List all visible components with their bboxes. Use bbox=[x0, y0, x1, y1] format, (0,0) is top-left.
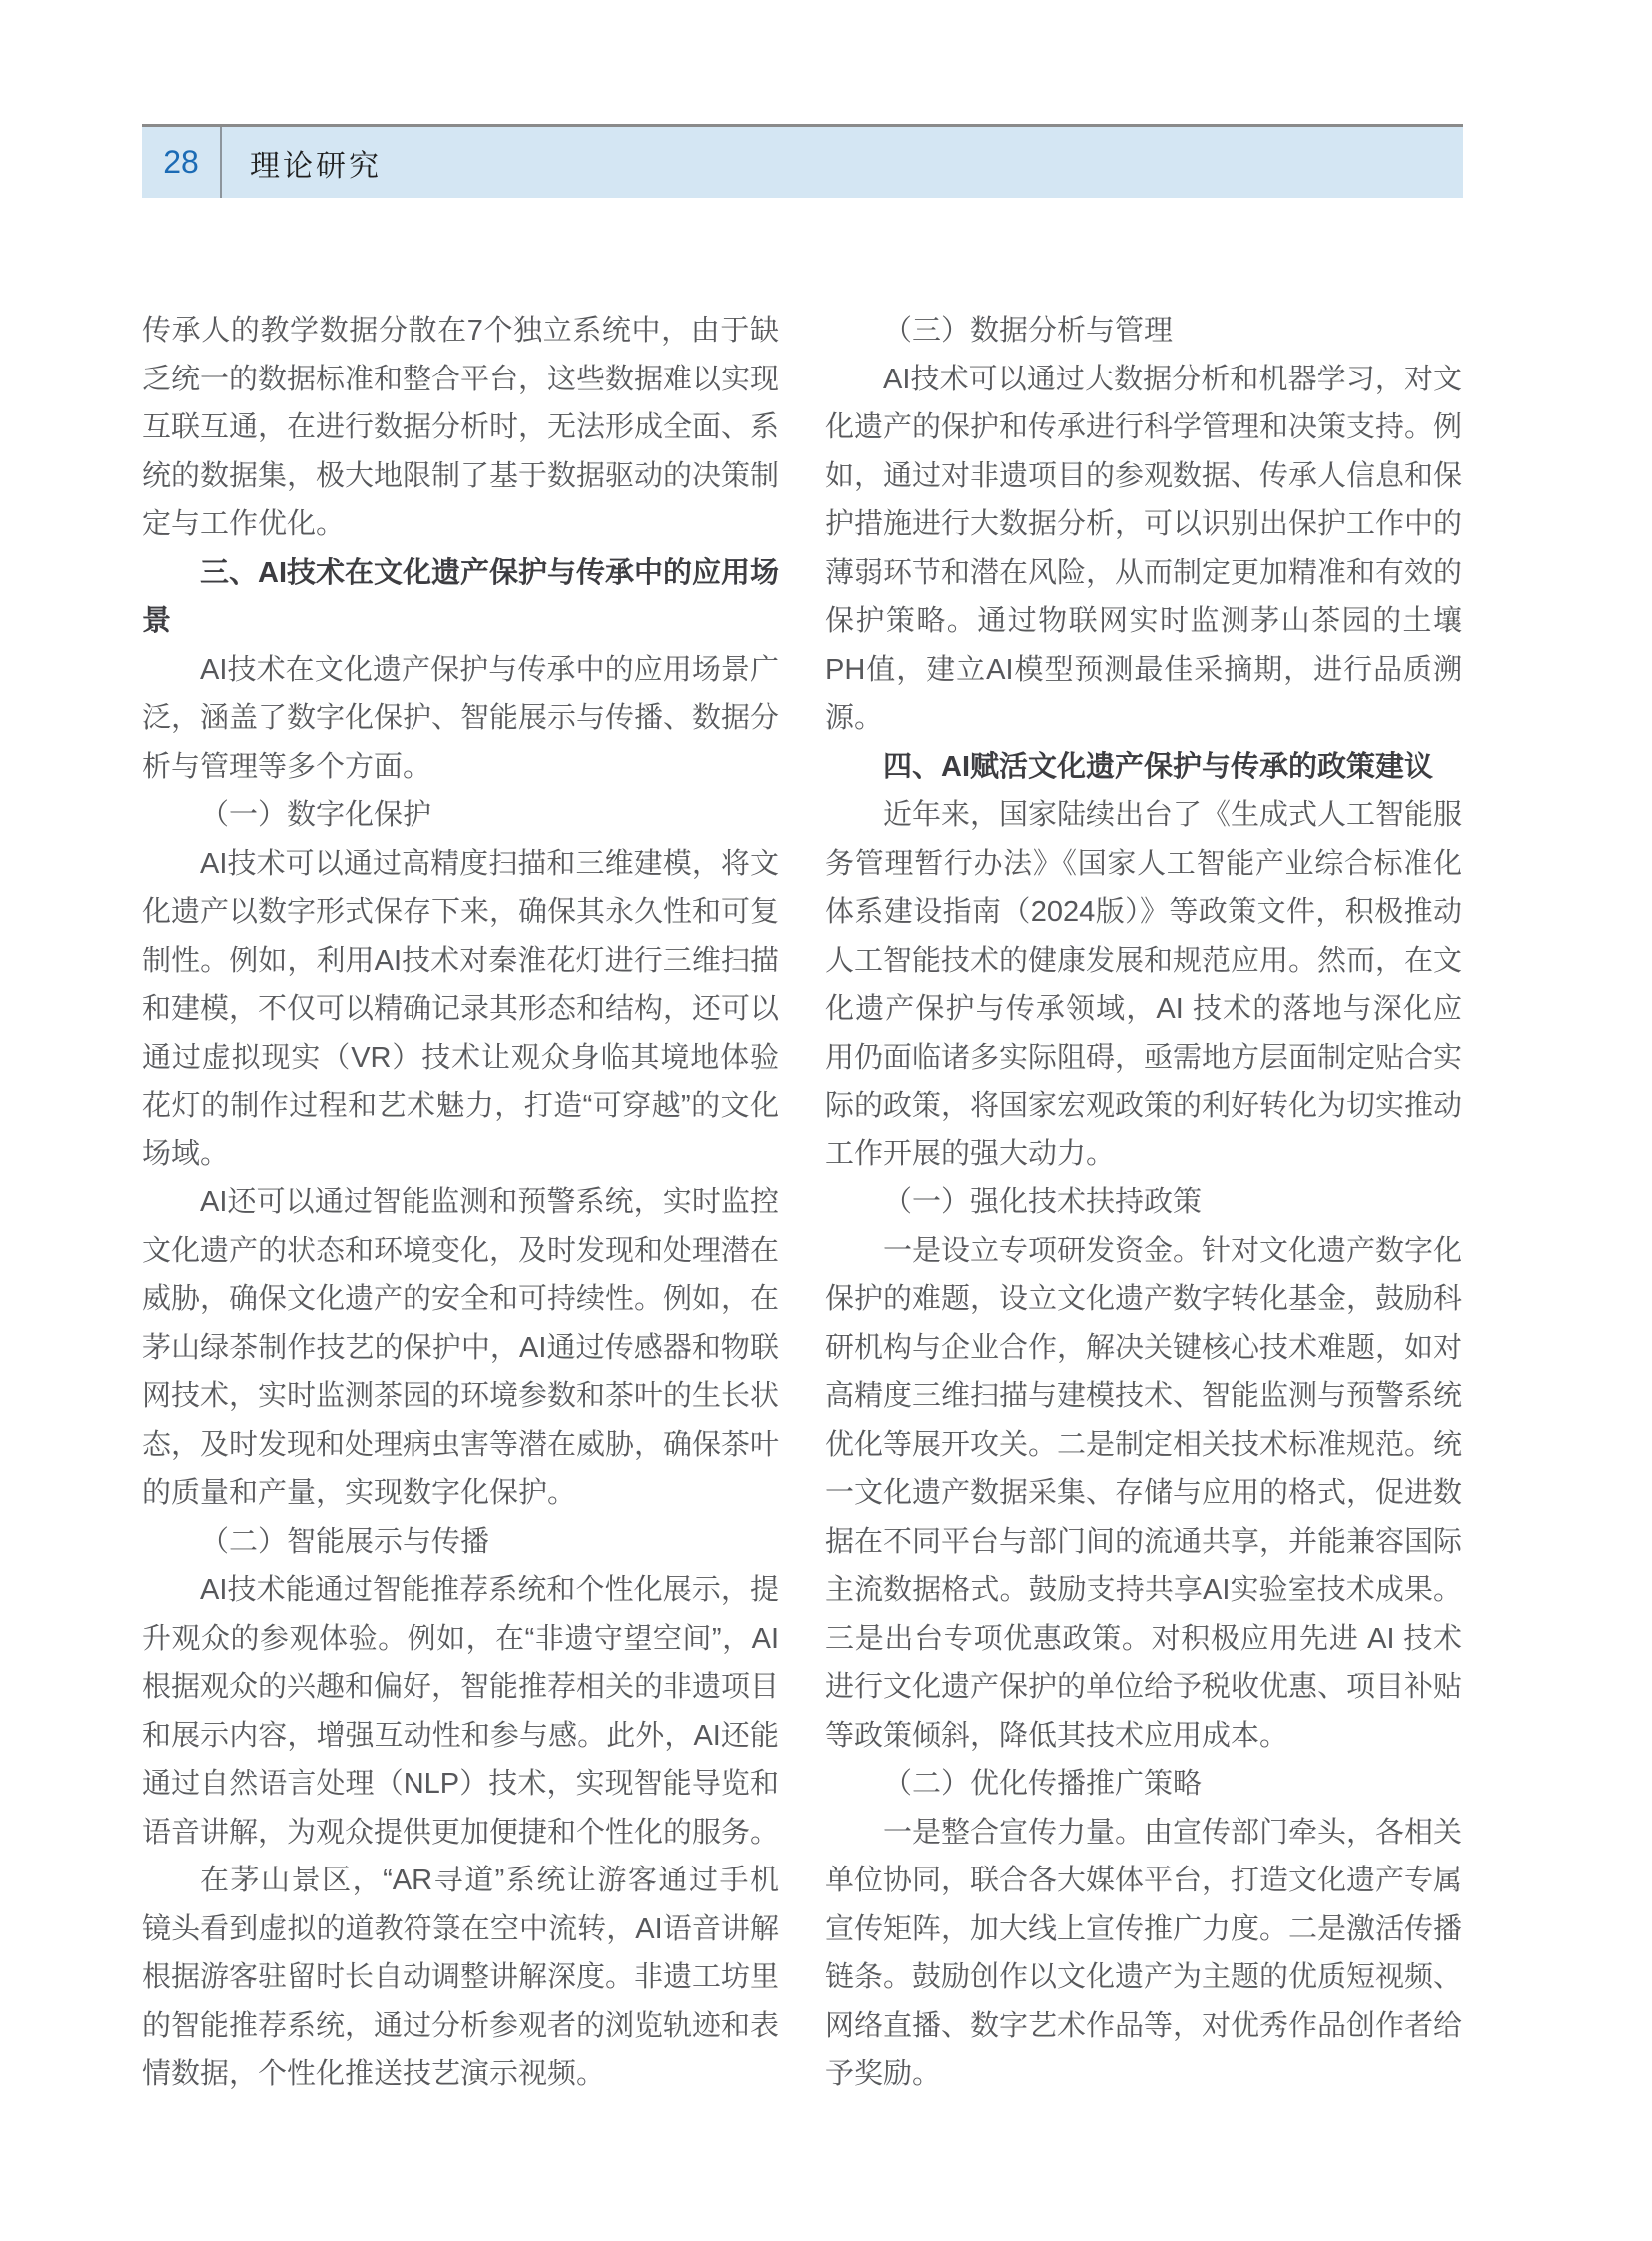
paragraph: AI技术可以通过大数据分析和机器学习，对文化遗产的保护和传承进行科学管理和决策支持。例如，通过对非遗项目的参观数据、传承人信息和保护措施进行大数据分析，可以识别出保护工作中的薄弱环节和潜在风险，从而制定更加精准和有效的保护策略。通过物联网实时监测茅山茶园的土壤PH值，建立AI模型预测最佳采摘期，进行品质溯源。 bbox=[825, 363, 1463, 734]
paragraph: 在茅山景区，“AR寻道”系统让游客通过手机镜头看到虚拟的道教符箓在空中流转，AI语音讲解根据游客驻留时长自动调整讲解深度。非遗工坊里的智能推荐系统，通过分析参观者的浏览轨迹和表情数据，个性化推送技艺演示视频。 bbox=[142, 1865, 780, 2090]
section-title-cell bbox=[222, 127, 382, 198]
section-heading: 四、AI赋活文化遗产保护与传承的政策建议 bbox=[883, 750, 1434, 783]
paragraph: 近年来，国家陆续出台了《生成式人工智能服务管理暂行办法》《国家人工智能产业综合标准化体系建设指南（2024版）》等政策文件，积极推动人工智能技术的健康发展和规范应用。然而，在文化遗产保护与传承领域，AI 技术的落地与深化应用仍面临诸多实际阻碍，亟需地方层面制定贴合实际的政策，将国家宏观政策的利好转化为切实推动工作开展的强大动力。 bbox=[825, 799, 1463, 1170]
continuation: 传承人的教学数据分散在7个独立系统中，由于缺乏统一的数据标准和整合平台，这些数据难以实现互联互通，在进行数据分析时，无法形成全面、系统的数据集，极大地限制了基于数据驱动的决策制定与工作优化。 bbox=[142, 315, 780, 540]
paragraph: AI技术在文化遗产保护与传承中的应用场景广泛，涵盖了数字化保护、智能展示与传播、数据分析与管理等多个方面。 bbox=[142, 653, 780, 783]
section-title: 理论研究 bbox=[250, 149, 382, 183]
column-left bbox=[142, 307, 779, 2099]
page-number-cell bbox=[142, 127, 220, 198]
sub-heading: （三）数据分析与管理 bbox=[883, 315, 1174, 347]
paragraph: AI还可以通过智能监测和预警系统，实时监控文化遗产的状态和环境变化，及时发现和处理潜在威胁，确保文化遗产的安全和可持续性。例如，在茅山绿茶制作技艺的保护中，AI通过传感器和物联网技术，实时监测茶园的环境参数和茶叶的生长状态，及时发现和处理病虫害等潜在威胁，确保茶叶的质量和产量，实现数字化保护。 bbox=[142, 1186, 780, 1509]
sub-heading: （二）优化传播推广策略 bbox=[883, 1768, 1203, 1800]
paragraph: AI技术可以通过高精度扫描和三维建模，将文化遗产以数字形式保存下来，确保其永久性和可复制性。例如，利用AI技术对秦淮花灯进行三维扫描和建模，不仅可以精确记录其形态和结构，还可以通过虚拟现实（VR）技术让观众身临其境地体验花灯的制作过程和艺术魅力，打造“可穿越”的文化场域。 bbox=[142, 847, 780, 1170]
sub-heading: （一）数字化保护 bbox=[200, 799, 432, 831]
paragraph: 一是设立专项研发资金。针对文化遗产数字化保护的难题，设立文化遗产数字转化基金，鼓励科研机构与企业合作，解决关键核心技术难题，如对高精度三维扫描与建模技术、智能监测与预警系统优化等展开攻关。二是制定相关技术标准规范。统一文化遗产数据采集、存储与应用的格式，促进数据在不同平台与部门间的流通共享，并能兼容国际主流数据格式。鼓励支持共享AI实验室技术成果。三是出台专项优惠政策。对积极应用先进 AI 技术进行文化遗产保护的单位给予税收优惠、项目补贴等政策倾斜，降低其技术应用成本。 bbox=[825, 1234, 1463, 1752]
column-right bbox=[825, 307, 1462, 2099]
paragraph: 一是整合宣传力量。由宣传部门牵头，各相关单位协同，联合各大媒体平台，打造文化遗产专属宣传矩阵，加大线上宣传推广力度。二是激活传播链条。鼓励创作以文化遗产为主题的优质短视频、网络直播、数字艺术作品等，对优秀作品创作者给予奖励。 bbox=[825, 1816, 1463, 2090]
page-number: 28 bbox=[163, 144, 199, 180]
paragraph: AI技术能通过智能推荐系统和个性化展示，提升观众的参观体验。例如，在“非遗守望空间”，AI根据观众的兴趣和偏好，智能推荐相关的非遗项目和展示内容，增强互动性和参与感。此外，AI还能通过自然语言处理（NLP）技术，实现智能导览和语音讲解，为观众提供更加便捷和个性化的服务。 bbox=[142, 1574, 780, 1849]
sub-heading: （二）智能展示与传播 bbox=[200, 1525, 490, 1558]
content-columns bbox=[142, 307, 1463, 2099]
page-header-bar bbox=[142, 124, 1463, 198]
sub-heading: （一）强化技术扶持政策 bbox=[883, 1186, 1203, 1218]
section-heading: 三、AI技术在文化遗产保护与传承中的应用场景 bbox=[142, 556, 780, 637]
